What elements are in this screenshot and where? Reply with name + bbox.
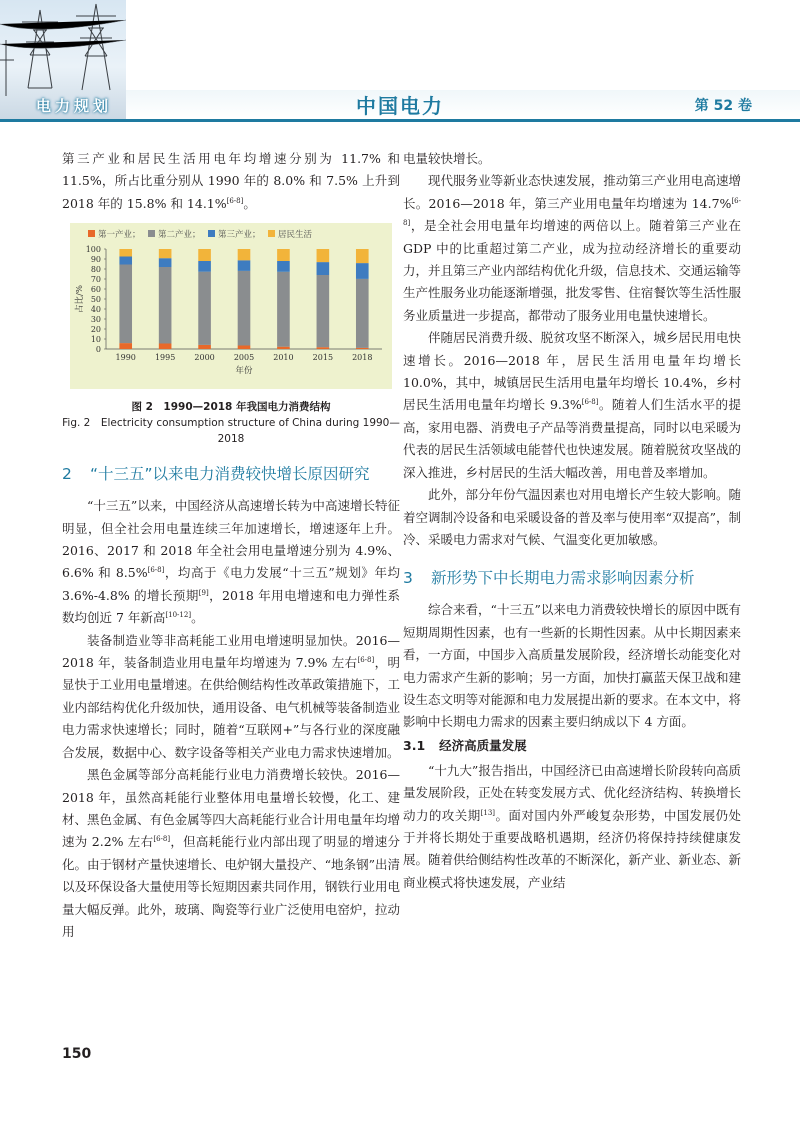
subsection-number: 3.1: [403, 737, 426, 753]
text: 第三产业和居民生活用电年均增速分别为 11.7% 和 11.5%，所占比重分别从 1990 年的 8.0% 和 7.5% 上升到 2018 年的 15.8% 和 14.1%: [62, 151, 400, 211]
paragraph: [62, 495, 400, 629]
bar-segment: [238, 249, 251, 260]
text: 。随着人们生活水平的提高，家用电器、消费电子产品等消费量提高，同时以电采暖为代表的居民生活领域电能替代也快速发展。随着脱贫攻坚战的深入推进，乡村居民的生活大幅改善，用电普及率增加。: [403, 397, 741, 480]
text: 。面对国内外严峻复杂形势，中国发展仍处于并将长期处于重要战略机遇期，经济仍将保持持续健康发展。随着供给侧结构性改革的不断深化，新产业、新业态、新商业模式将快速发展，产业结: [403, 807, 741, 890]
page-number: 150: [62, 1046, 92, 1062]
text: “十九大”报告指出，中国经济已由高速增长阶段转向高质量发展阶段，正处在转变发展方式、优化经济结构、转换增长动力的攻关期: [403, 762, 741, 823]
text: “十三五”以来，中国经济从高速增长转为中高速增长特征明显，但全社会用电量连续三年加速增长，增速逐年上升。2016、2017 和 2018 年全社会用电量增速分别为 4.9%、6.6% 和 8.5%: [62, 498, 400, 581]
y-tick-label: 10: [90, 335, 101, 345]
section-label: 电力规划: [36, 97, 113, 115]
bar-segment: [317, 262, 330, 275]
y-tick-label: 50: [90, 295, 101, 305]
y-tick-label: 20: [90, 325, 101, 335]
bar-segment: [317, 249, 330, 262]
legend-swatch: [208, 230, 215, 237]
x-tick-label: 2015: [312, 353, 334, 363]
y-tick-label: 60: [90, 285, 101, 295]
bar-segment: [277, 272, 290, 347]
text: ，均高于《电力发展“十三五”规划》年均 3.6%-4.8% 的增长预期: [62, 565, 400, 603]
text: ，明显快于工业用电量增速。在供给侧结构性改革政策措施下，工业内部结构优化升级加快，通用设备、电气机械等装备制造业电力需求快速增长；同时，随着“互联网+”与各行业的深度融合发展，数据中心、数字设备等相关产业电力需求快速增加。: [62, 655, 400, 760]
paragraph: [403, 760, 741, 894]
figure-chart: [70, 223, 392, 389]
bar-segment: [356, 249, 369, 263]
y-tick-label: 30: [90, 315, 101, 325]
legend-swatch: [268, 230, 275, 237]
x-tick-label: 2010: [273, 353, 294, 363]
bar-segment: [119, 249, 132, 257]
text: 伴随居民消费升级、脱贫攻坚不断深入，城乡居民用电快速增长。2016—2018 年，居民生活用电量年均增长 10.0%，其中，城镇居民生活用电量年均增长 10.4%，乡村居民生活用电量年均增长 9.3%: [403, 330, 741, 413]
bar-segment: [119, 265, 132, 344]
citation: [10-12]: [165, 611, 192, 620]
x-tick-label: 2018: [352, 353, 373, 363]
text: ，但高耗能行业内部出现了明显的增速分化。由于钢材产量快速增长、电炉钢大量投产、“地条钢”出清以及环保设备大量使用等长短期因素共同作用，钢铁行业用电量大幅反弹。此外，玻璃、陶瓷等行业广泛使用电窑炉，拉动用: [62, 834, 400, 939]
section-number: 2: [62, 465, 72, 484]
section-heading: [62, 463, 400, 485]
stacked-bar-chart: [70, 223, 392, 389]
y-axis-label: 占比/%: [75, 285, 85, 314]
bar-segment: [198, 249, 211, 261]
bar-segment: [277, 249, 290, 261]
y-tick-label: 0: [95, 345, 101, 355]
paragraph: [62, 148, 400, 215]
bar-segment: [198, 261, 211, 272]
text: 黑色金属等部分高耗能行业电力消费增长较快。2016—2018 年，虽然高耗能行业整体用电量增长较慢，化工、建材、黑色金属、有色金属等四大高耗能行业合计用电量年均增速为 2.2% 左右: [62, 767, 400, 850]
citation: [13]: [480, 808, 496, 817]
legend-label: 第三产业；: [218, 230, 261, 241]
bar-segment: [238, 271, 251, 346]
legend-swatch: [88, 230, 95, 237]
figure-caption: [62, 399, 400, 447]
right-column: [403, 148, 741, 894]
bar-segment: [159, 267, 172, 344]
bar-segment: [159, 249, 172, 258]
paragraph: [62, 764, 400, 943]
y-tick-label: 90: [90, 255, 101, 265]
bar-segment: [277, 347, 290, 349]
legend-label: 第二产业；: [158, 230, 201, 241]
section-title: 新形势下中长期电力需求影响因素分析: [431, 569, 695, 588]
bar-segment: [277, 261, 290, 272]
section-heading: [403, 567, 741, 589]
citation: [6-8]: [226, 196, 244, 205]
paragraph: [403, 170, 741, 327]
paragraph: [62, 630, 400, 764]
paragraph: [403, 327, 741, 484]
subsection-title: 经济高质量发展: [439, 737, 527, 753]
text: 装备制造业等非高耗能工业用电增速明显加快。2016—2018 年，装备制造业用电量年均增速为 7.9% 左右: [62, 632, 400, 671]
section-number: 3: [403, 569, 413, 588]
x-axis-label: 年份: [235, 366, 253, 377]
subsection-heading: [403, 736, 741, 756]
left-column: [62, 148, 400, 943]
text: ，是全社会用电量年均增速的两倍以上。随着第三产业在 GDP 中的比重超过第二产业，成为拉动经济增长的重要动力，并且第三产业内部结构优化升级，信息技术、交通运输等生产性服务业功能逐渐增强，批发零售、住宿餐饮等生活性服务业质量进一步提高，都带动了服务业用电量快速增长。: [403, 218, 741, 323]
bar-segment: [159, 258, 172, 267]
bar-segment: [317, 275, 330, 347]
caption-chinese: 图 2 1990—2018 年我国电力消费结构: [131, 401, 331, 414]
bar-segment: [238, 261, 251, 272]
header-rule: [0, 119, 800, 122]
journal-title: 中国电力: [356, 94, 444, 118]
x-tick-label: 1990: [115, 353, 136, 363]
caption-english: Fig. 2 Electricity consumption structure of China during 1990—2018: [62, 417, 400, 446]
section-title: “十三五”以来电力消费较快增长原因研究: [90, 465, 370, 484]
paragraph: 综合来看，“十三五”以来电力消费较快增长的原因中既有短期周期性因素，也有一些新的长期性因素。从中长期因素来看，一方面，中国步入高质量发展阶段，经济增长动能变化对电力需求产生新的影响；另一方面，加快打赢蓝天保卫战和建设生态文明等对能源和电力发展提出新的要求。在本文中，将影响中长期电力需求的因素主要归纳成以下 4 方面。: [403, 602, 741, 730]
x-tick-label: 2000: [194, 353, 215, 363]
legend-label: 第一产业；: [98, 230, 141, 241]
citation: [6-8]: [581, 398, 599, 407]
citation: [9]: [198, 588, 209, 597]
bar-segment: [317, 347, 330, 349]
bar-segment: [119, 343, 132, 349]
page-header: [0, 0, 800, 122]
bar-segment: [238, 346, 251, 350]
bar-segment: [198, 345, 211, 349]
paragraph: 此外，部分年份气温因素也对用电增长产生较大影响。随着空调制冷设备和电采暖设备的普及率与使用率“双提高”，制冷、采暖电力需求对气候、气温变化更加敏感。: [403, 487, 741, 547]
citation: [6-8]: [403, 196, 741, 228]
x-tick-label: 1995: [154, 353, 176, 363]
bar-segment: [119, 257, 132, 265]
y-tick-label: 40: [90, 305, 101, 315]
text: ，2018 年用电增速和电力弹性系数均创近 7 年新高: [62, 587, 400, 626]
paragraph: 电量较快增长。: [403, 151, 491, 166]
text: 现代服务业等新业态快速发展，推动第三产业用电高速增长。2016—2018 年，第三产业用电量年均增速为 14.7%: [403, 173, 741, 211]
volume-label: 第 52 卷: [694, 98, 752, 114]
citation: [6-8]: [153, 835, 171, 844]
bar-segment: [198, 272, 211, 345]
bar-segment: [356, 348, 369, 349]
bar-segment: [159, 344, 172, 350]
citation: [6-8]: [147, 566, 165, 575]
y-tick-label: 70: [90, 275, 101, 285]
text: 。: [191, 610, 204, 626]
legend-swatch: [148, 230, 155, 237]
y-tick-label: 80: [90, 265, 101, 275]
y-tick-label: 100: [85, 245, 101, 255]
legend-label: 居民生活: [278, 230, 313, 241]
text: 。: [243, 195, 256, 211]
citation: [6-8]: [357, 655, 375, 664]
bar-segment: [356, 279, 369, 348]
x-tick-label: 2005: [233, 353, 255, 363]
bar-segment: [356, 263, 369, 279]
